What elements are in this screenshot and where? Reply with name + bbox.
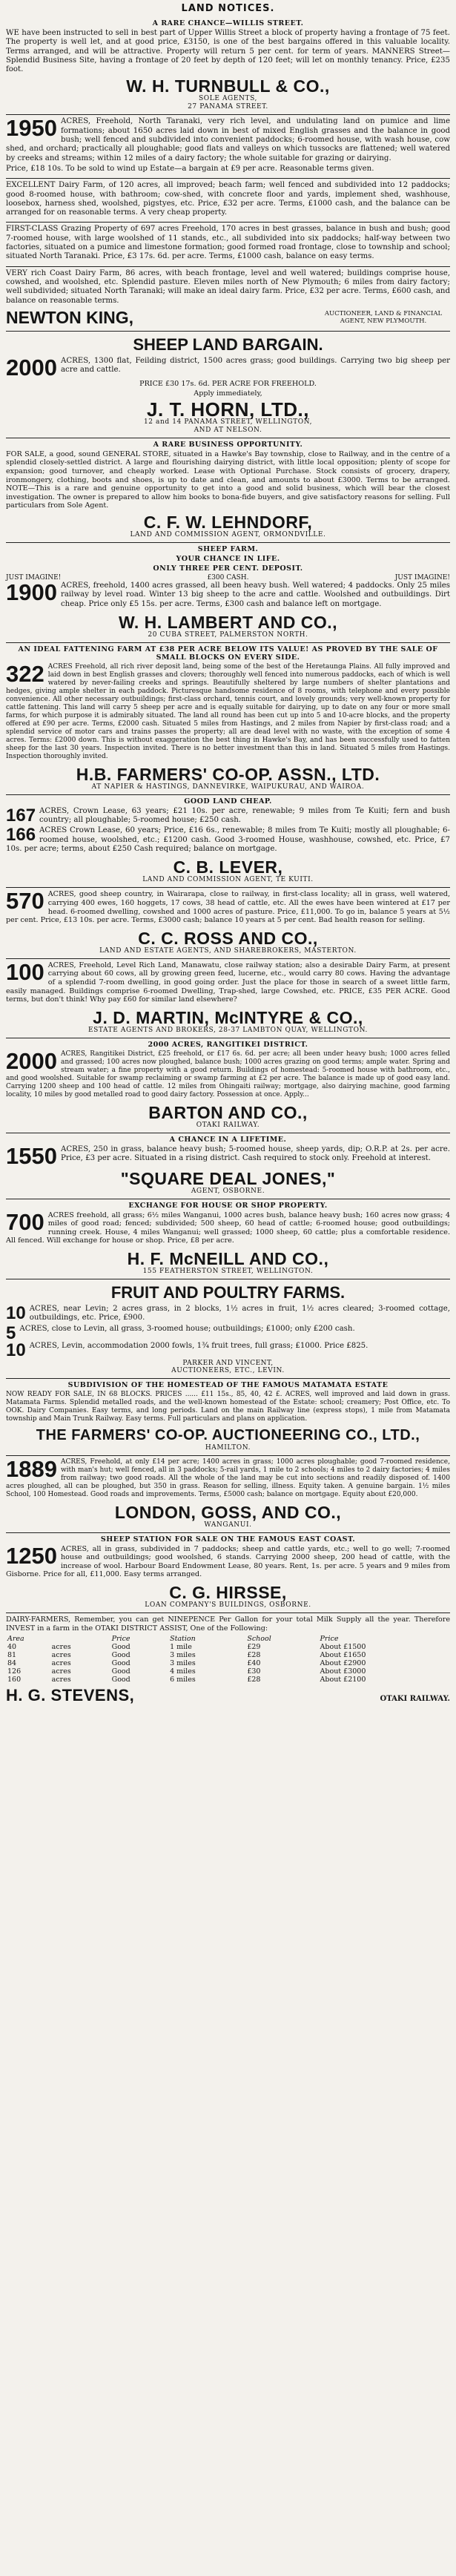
acre-figure: 1950 bbox=[6, 117, 57, 142]
ad-dairy-farm-120 bbox=[6, 178, 450, 222]
ad-freehold-1889 bbox=[6, 1455, 450, 1532]
advertiser-sub: LOAN COMPANY'S BUILDINGS, OSBORNE. bbox=[145, 1601, 311, 1610]
advertiser-name: W. H. LAMBERT AND CO., bbox=[118, 612, 338, 632]
table-row bbox=[6, 1659, 450, 1667]
acre-figure: 167 bbox=[6, 806, 36, 826]
section-header: LAND NOTICES. bbox=[181, 3, 275, 14]
ad-body: ACRES, freehold, 1400 acres grassed, all been heavy bush. Well watered; 4 paddocks. Only 25 miles railway by level road. Winter 13 big sheep to the acre and cattle. Woolshed and outbuildings. Dirt cheap. Price only £5 15s. per acre. Terms, £300 cash and balance left on mortgage. bbox=[60, 581, 450, 608]
acre-figure: 1550 bbox=[6, 1144, 57, 1167]
table-row bbox=[6, 1676, 450, 1684]
advertiser-branch: AND AT NELSON. bbox=[194, 426, 262, 434]
cell: Good bbox=[111, 1667, 130, 1676]
ad-body-2: ACRES Crown Lease, 60 years; Price, £16 6s., renewable; 8 miles from Te Kuiti; mostly all ploughable; 6-roomed house, woolshed, etc.; £1200 cash. Good 3-roomed House, washhouse, cowshed, etc. Price, £7 10s. per acre; terms, about £250 Cash required; balance on mortgage. bbox=[6, 826, 450, 854]
ad-body: NOW READY FOR SALE, IN 68 BLOCKS. PRICES ...... £11 15s., 85, 40, 42 £. ACRES, well improved and laid down in grass. Matamata Farms. Splendid metalled roads, and the well-known homestead of the Estate: school; creamery; Post Office, etc. To OOK. Dairy Companies. Easy terms, and long periods. Land on the main Railway line (express stops), 1 mile from Matamata township and Main Trunk Railway. Easy terms. Full particulars and plans on application. bbox=[6, 1390, 450, 1423]
cell: About £3000 bbox=[320, 1667, 366, 1676]
ad-manawatu-100 bbox=[6, 958, 450, 1038]
acre-figure: 10 bbox=[6, 1305, 26, 1324]
ad-grazing-property bbox=[6, 222, 450, 266]
advertiser-sub: ESTATE AGENTS AND BROKERS, 28-37 LAMBTON QUAY, WELLINGTON. bbox=[88, 1026, 368, 1034]
ad-kicker-2: YOUR CHANCE IN LIFE. bbox=[176, 554, 280, 563]
acre-figure-2: 166 bbox=[6, 826, 36, 846]
ad-north-taranaki-1950 bbox=[6, 114, 450, 178]
cell: £28 bbox=[247, 1676, 261, 1684]
cell: 84 bbox=[7, 1659, 17, 1668]
ad-cash: £300 CASH. bbox=[207, 573, 249, 582]
cell: 40 bbox=[7, 1643, 17, 1652]
cell: acres bbox=[51, 1643, 71, 1652]
advertiser-sub: WANGANUI. bbox=[204, 1521, 252, 1529]
col-school: School bbox=[247, 1635, 271, 1644]
advertiser-sub: OTAKI RAILWAY. bbox=[380, 1695, 450, 1704]
acre-figure: 1900 bbox=[6, 581, 57, 605]
ad-body: ACRES, Freehold, North Taranaki, very rich level, and undulating land on pumice and lime formations; about 1650 acres laid down in best of mixed English grasses and the balance in good bush; well fenced and subdivided into convenient paddocks; 6-roomed house, with wash house, cow shed, and orchard; practically all ploughable; good flats and valleys on which tussocks are flattened; well watered by creeks and streams; within 12 miles of a dairy factory; the whole suitable for grazing or dairying. bbox=[6, 117, 450, 162]
table-row bbox=[6, 1651, 450, 1659]
acre-figure: 1889 bbox=[6, 1457, 57, 1482]
ad-kicker: 2000 ACRES, RANGITIKEI DISTRICT. bbox=[148, 1040, 308, 1049]
cell: About £2900 bbox=[320, 1659, 366, 1668]
ad-body: WE have been instructed to sell in best part of Upper Willis Street a block of property having a frontage of 75 feet. The property is well let, and at good price, £3150, is one of the best bargains offered in this valuable locality. Terms arranged, and will be attractive. Property will return 5 per cent. for term of years. MANNERS Street—Splendid Business Site, having a frontage of 20 feet by depth of 120 feet; will let on monthly tenancy. Price, £235 foot. bbox=[6, 29, 450, 74]
table-row bbox=[6, 1667, 450, 1676]
ad-body: ACRES, all in grass, subdivided in 7 paddocks; sheep and cattle yards, etc.; well to go well; 7-roomed house and outbuildings; good woolshed, 6 stands. Carrying 2000 sheep, 200 head of cattle, with the increase of wool. Harbour Board Endowment Lease, 80 years. Rent, 1s. per acre. 5 years and 9 miles from Gisborne. Price for all, £11,000. Easy terms arranged. bbox=[6, 1544, 450, 1579]
ad-exchange-property bbox=[6, 1199, 450, 1279]
ad-matamata-estate bbox=[6, 1378, 450, 1455]
acre-figure: 2000 bbox=[6, 356, 57, 378]
advertiser-name: C. G. HIRSSE, bbox=[169, 1583, 287, 1603]
advertiser-name: H.B. FARMERS' CO-OP. ASSN., LTD. bbox=[76, 764, 380, 784]
cell: £29 bbox=[247, 1643, 261, 1652]
acre-figure: 2000 bbox=[6, 1050, 57, 1074]
ad-good-land-cheap bbox=[6, 794, 450, 887]
advertiser-name: H. F. McNEILL AND CO., bbox=[127, 1249, 329, 1269]
ad-kicker: GOOD LAND CHEAP. bbox=[184, 797, 272, 806]
ad-body: ACRES, Freehold, at only £14 per acre; 1400 acres in grass; 1000 acres ploughable; good 7-roomed residence, with man's hut; well fenced, all in 3 paddocks; 5-rail yards, 1 mile to 2 schools; 4 miles to 2 dairy factories; 4 miles from railway; two good roads. All the whole of the land may be cut into sections and readily disposed of. 1400 acres ploughed, all can be ploughed, but 350 in grass. Reason for selling, illness. Equity taken. A genuine bargain. 1½ miles School, 100 Homestead. Good roads and improvements. Terms, £5000 cash; balance on mortgage. Equity about £20,000. bbox=[6, 1457, 450, 1498]
ad-kicker: SHEEP FARM. bbox=[197, 544, 259, 553]
ad-wairarapa-570 bbox=[6, 887, 450, 958]
ad-price: Price, £18 10s. To be sold to wind up Estate—a bargain at £9 per acre. Reasonable terms given. bbox=[6, 164, 374, 173]
acre-figure: 700 bbox=[6, 1210, 44, 1235]
cell: £28 bbox=[247, 1651, 261, 1660]
acre-figure-3: 10 bbox=[6, 1341, 26, 1359]
cell: About £1500 bbox=[320, 1643, 366, 1652]
advertiser-name: NEWTON KING, bbox=[6, 307, 134, 327]
acre-figure: 1250 bbox=[6, 1544, 57, 1569]
ad-kicker-3: ONLY THREE PER CENT. DEPOSIT. bbox=[153, 564, 303, 573]
advertiser-sub: 155 FEATHERSTON STREET, WELLINGTON. bbox=[142, 1268, 314, 1276]
ad-kicker: SHEEP STATION FOR SALE ON THE FAMOUS EAST COAST. bbox=[100, 1535, 356, 1544]
cell: £30 bbox=[247, 1667, 261, 1676]
ad-body: ACRES freehold, all grass; 6½ miles Wanganui, 1000 acres bush, balance heavy bush; 160 acres now grass; 4 miles of good road; fenced; subdivided; 500 sheep, 60 head of cattle; 6-roomed house; good outbuildings; running creek. House, 4 miles Wanganui; well grassed; 1000 sheep, 60 cattle; plus a comfortable residence. All fenced. Will exchange for house or shop. Price, £8 per acre. bbox=[6, 1210, 450, 1245]
col-price: Price bbox=[111, 1635, 130, 1644]
ad-coast-dairy-farm bbox=[6, 266, 450, 331]
ad-body: EXCELLENT Dairy Farm, of 120 acres, all improved; beach farm; well fenced and subdivided into 12 paddocks; good 8-roomed house, with bathroom; cow-shed, with concrete floor and yards, implement shed, washhouse, loosebox, harness shed, woolshed, pigstyes, etc. Price, £32 per acre. Terms, £1000 cash, and the balance can be arranged for on reasonable terms. A very cheap property. bbox=[6, 181, 450, 217]
cell: acres bbox=[51, 1676, 71, 1684]
col-area: Area bbox=[7, 1635, 24, 1644]
ad-fattening-farm bbox=[6, 642, 450, 794]
advertiser-sub: LAND AND ESTATE AGENTS, AND SHAREBROKERS, MASTERTON. bbox=[99, 946, 357, 955]
advertiser-name: H. G. STEVENS, bbox=[6, 1686, 135, 1705]
ad-body: ACRES, Freehold, Level Rich Land, Manawatu, close railway station; also a desirable Dairy Farm, at present carrying about 60 cows, all by growing green feed, lucerne, etc., would carry 80 cows. Having the advantage of a splendid 7-room dwelling, in good going order. Just the place for those in search of a sweet little farm, easily managed. Buildings comprise 6-roomed Dwelling, Trap-shed, large Cowshed, etc. PRICE, £35 PER ACRE. Good terms, but don't think! Why pay £60 for similar land elsewhere? bbox=[6, 961, 450, 1004]
ad-exclaim-left: JUST IMAGINE! bbox=[6, 573, 62, 582]
ad-title: SHEEP LAND BARGAIN. bbox=[133, 335, 323, 354]
cell: Good bbox=[111, 1659, 130, 1668]
advertiser-sub: LAND AND COMMISSION AGENT, TE KUITI. bbox=[142, 876, 314, 884]
ad-apply: Apply immediately, bbox=[194, 389, 262, 398]
cell: 1 mile bbox=[170, 1643, 192, 1652]
ad-price: PRICE £30 17s. 6d. PER ACRE FOR FREEHOLD. bbox=[139, 379, 317, 388]
table-header-row bbox=[6, 1635, 450, 1643]
ad-general-store bbox=[6, 438, 450, 542]
advertiser-name: C. B. LEVER, bbox=[173, 857, 283, 877]
ad-kicker: A CHANCE IN A LIFETIME. bbox=[169, 1135, 287, 1144]
advertiser-sub: HAMILTON. bbox=[205, 1443, 251, 1452]
ad-body: ACRES, Rangitikei District, £25 freehold, or £17 6s. 6d. per acre; all been under heavy bush; 1000 acres felled and grassed; 100 acres now ploughed, balance bush; 1000 acres grazing on good terms; ample water. Spring and stream water; a fine property with a good return. Buildings of homestead: 5-roomed house with bathroom, etc., and good woolshed. Suitable for swamp reclaiming or swamp farming at £2 per acre. The balance is made up of good easy land. Carrying 1200 sheep and 100 head of cattle. 12 miles from Ohingaiti railway; mortgage, also dairying machine, good farming locality, 10 miles by good metalled road to good dairy factory. Possession at once. Apply... bbox=[6, 1050, 450, 1098]
cell: £40 bbox=[247, 1659, 261, 1668]
cell: acres bbox=[51, 1667, 71, 1676]
ad-body-2: ACRES, close to Levin, all grass, 3-roomed house; outbuildings; £1000; only £200 cash. bbox=[19, 1324, 355, 1333]
cell: 3 miles bbox=[170, 1659, 196, 1668]
acre-figure: 100 bbox=[6, 961, 44, 985]
ad-body-3: ACRES, Levin, accommodation 2000 fowls, 1¾ fruit trees, full grass; £1000. Price £825. bbox=[29, 1341, 369, 1350]
ad-fruit-poultry bbox=[6, 1279, 450, 1378]
ad-otaki-dairy bbox=[6, 1613, 450, 1707]
cell: About £1650 bbox=[320, 1651, 366, 1660]
ad-body: ACRES, Crown Lease, 63 years; £21 10s. per acre, renewable; 9 miles from Te Kuiti; fern and bush country; all ploughable; 5-roomed house; £250 cash. bbox=[39, 806, 450, 825]
ad-body: FOR SALE, a good, sound GENERAL STORE, situated in a Hawke's Bay township, close to Railway, and in the centre of a splendid closely-settled district. A large and flourishing dairying district, with little local opposition; plenty of scope for expansion; good turnover, and cheaply worked. Lease with Optional Purchase. Stock consists of grocery, drapery, ironmongery, clothing, boots and shoes, is up to date and clean, and amounts to about £3000. Terms to be arranged. NOTE—This is a rare and genuine opportunity to get into a good and solid business, which will bear the closest investigation. The owner is prepared to allow him books to bona-fide buyers, and give satisfactory reasons for selling. Full particulars from Sole Agent. bbox=[6, 449, 450, 510]
cell: About £2100 bbox=[320, 1676, 366, 1684]
advertiser-address: 27 PANAMA STREET. bbox=[188, 103, 268, 111]
acre-figure: 322 bbox=[6, 662, 44, 687]
col-price-2: Price bbox=[320, 1635, 339, 1644]
advertiser-branches: AT NAPIER & HASTINGS, DANNEVIRKE, WAIPUKURAU, AND WAIROA. bbox=[91, 783, 365, 791]
advertiser-sub: OTAKI RAILWAY. bbox=[196, 1121, 260, 1129]
ad-rangitikei-2000 bbox=[6, 1038, 450, 1133]
table-row bbox=[6, 1643, 450, 1651]
ad-body: FIRST-CLASS Grazing Property of 697 acres Freehold, 170 acres in best grasses, balance in bush and bush; good 7-roomed house, with large woolshed of 11 stands, etc., all subdivided into six paddocks; half-way between two factories, situated on a pumice and limestone formation; good formed road frontage, close to township and school; situated North Taranaki. Price, £3 17s. 6d. per acre. Terms, £1000 cash, balance on easy terms. bbox=[6, 225, 450, 261]
advertiser-sub: AUCTIONEERS, ETC., LEVIN. bbox=[171, 1366, 285, 1374]
advertiser-name: C. F. W. LEHNDORF, bbox=[143, 512, 313, 532]
advertiser-sub: AGENT, OSBORNE. bbox=[191, 1187, 265, 1195]
ad-sheep-land-bargain bbox=[6, 331, 450, 438]
advertiser-sub: LAND AND COMMISSION AGENT, ORMONDVILLE. bbox=[130, 530, 326, 538]
ad-chance-lifetime bbox=[6, 1133, 450, 1199]
ad-willis-street bbox=[6, 17, 450, 114]
cell: 4 miles bbox=[170, 1667, 196, 1676]
advertiser-address: 20 CUBA STREET, PALMERSTON NORTH. bbox=[148, 630, 308, 639]
ad-body: ACRES, near Levin; 2 acres grass, in 2 blocks, 1½ acres in fruit, 1½ acres cleared; 3-roomed cottage, outbuildings, etc. Price, £900. bbox=[29, 1305, 450, 1322]
advertiser-sub: SOLE AGENTS, bbox=[199, 95, 257, 103]
ad-east-coast-station bbox=[6, 1532, 450, 1613]
advertiser-name: LONDON, GOSS, AND CO., bbox=[114, 1502, 342, 1522]
advertiser-name: "SQUARE DEAL JONES," bbox=[120, 1168, 336, 1188]
advertiser-tag: AUCTIONEER, LAND & FINANCIAL AGENT, NEW PLYMOUTH. bbox=[324, 310, 443, 326]
cell: Good bbox=[111, 1651, 130, 1660]
ad-body: ACRES, 1300 flat, Feilding district, 1500 acres grass; good buildings. Carrying two big sheep per acre and cattle. bbox=[60, 356, 450, 375]
advertiser-name: PARKER AND VINCENT, bbox=[182, 1359, 274, 1367]
cell: acres bbox=[51, 1659, 71, 1668]
ad-title: FRUIT AND POULTRY FARMS. bbox=[110, 1283, 346, 1302]
cell: 81 bbox=[7, 1651, 17, 1660]
col-station: Station bbox=[170, 1635, 196, 1644]
cell: 6 miles bbox=[170, 1676, 196, 1684]
advertiser-name: J. T. HORN, LTD., bbox=[147, 398, 309, 421]
cell: Good bbox=[111, 1676, 130, 1684]
cell: Good bbox=[111, 1643, 130, 1652]
advertiser-name: J. D. MARTIN, McINTYRE & CO., bbox=[93, 1007, 363, 1027]
ad-body: VERY rich Coast Dairy Farm, 86 acres, with beach frontage, level and well watered; buildings comprise house, cowshed, and woolshed, etc. Splendid pasture. Eleven miles north of New Plymouth; 6 miles from dairy factory; well subdivided; situated North Taranaki; will make an ideal dairy farm. Price, £32 per acre. Terms, £600 cash, and balance on reasonable terms. bbox=[6, 269, 450, 305]
ad-sheep-farm-chance bbox=[6, 542, 450, 642]
advertiser-name: BARTON AND CO., bbox=[148, 1102, 308, 1122]
advertiser-name: W. H. TURNBULL & CO., bbox=[126, 76, 330, 96]
ad-intro: DAIRY-FARMERS, Remember, you can get NINEPENCE Per Gallon for your total Milk Supply all the year. Therefore INVEST in a farm in the OTAKI DISTRICT ASSIST, One of the Following: bbox=[6, 1615, 450, 1633]
ad-exclaim-right: JUST IMAGINE! bbox=[394, 573, 450, 582]
acre-figure-2: 5 bbox=[6, 1324, 16, 1342]
ad-kicker: A RARE CHANCE—WILLIS STREET. bbox=[152, 19, 304, 27]
advertiser-address: 12 and 14 PANAMA STREET, WELLINGTON, bbox=[143, 418, 313, 426]
farm-table bbox=[6, 1635, 450, 1684]
cell: 3 miles bbox=[170, 1651, 196, 1660]
advertiser-name: C. C. ROSS AND CO., bbox=[138, 928, 318, 948]
acre-figure: 570 bbox=[6, 890, 44, 915]
cell: 126 bbox=[7, 1667, 22, 1676]
cell: 160 bbox=[7, 1676, 22, 1684]
ad-kicker: EXCHANGE FOR HOUSE OR SHOP PROPERTY. bbox=[128, 1201, 328, 1210]
advertiser-name: THE FARMERS' CO-OP. AUCTIONEERING CO., LTD., bbox=[36, 1426, 420, 1443]
ad-body: ACRES, good sheep country, in Wairarapa, close to railway, in first-class locality; all in grass, well watered, carrying 400 ewes, 160 hoggets, 17 cows, 38 head of cattle, etc. All the ewes have been wintered at £17 per head. 6-roomed dwelling, cowshed and 1000 acres of pasture. Price, £11,000. To go in, balance 5 years at 5½ per cent. Price, £13 10s. per acre. Terms, £3000 cash; balance 10 years at 5 per cent. Bad health reason for selling. bbox=[6, 890, 450, 925]
cell: acres bbox=[51, 1651, 71, 1660]
ad-kicker: SUBDIVISION OF THE HOMESTEAD OF THE FAMOUS MATAMATA ESTATE bbox=[67, 1380, 389, 1389]
ad-headline: AN IDEAL FATTENING FARM AT £38 PER ACRE BELOW ITS VALUE! AS PROVED BY THE SALE OF SMALL BLOCKS ON EVERY SIDE. bbox=[18, 645, 438, 662]
ad-kicker: A RARE BUSINESS OPPORTUNITY. bbox=[153, 440, 303, 449]
ad-body: ACRES, 250 in grass, balance heavy bush; 5-roomed house, sheep yards, dip; O.R.P. at 2s. per acre. Price, £3 per acre. Situated in a rising district. Cash required to stock only. Freehold at interest. bbox=[60, 1144, 450, 1162]
ad-body: ACRES Freehold, all rich river deposit land, being some of the best of the Heretaunga Plains. All fully improved and laid down in best English grasses and clovers; thoroughly well fenced into numerous paddocks, each of which is well watered by never-failing creeks and springs. Beautifully sheltered by large numbers of shelter plantations and hedges, giving ample shelter in each paddock. Picturesque handsome residence of 8 rooms, with telephone and every possible convenience. All other necessary outbuildings; first-class orchard, tennis court, and lovely grounds; very well-known property for cattle fattening. This land will carry 5 sheep per acre and is equally suitable for dairying, up to date on any four or more small farms, for which purpose it is admirably situated. The land all round has been cut up into 5 and 10-acre blocks, and the property offered at £90 per acre. Terms, £2000 cash. Situated 5 miles from Hastings, and 2 miles from Napier by first-class road; and a splendid service of motor cars and trains passes the property; all are dead level with no waste, with the exception of some 4 acres. Terms: £2000 down. This is without exaggeration the best thing in Hawke's Bay, and has been successfully used to fatten sheep for the last 30 years. Inspection invited. There is no better investment than this in land. Situated 5 miles from Hastings. Inspection thoroughly invited. bbox=[6, 662, 450, 760]
